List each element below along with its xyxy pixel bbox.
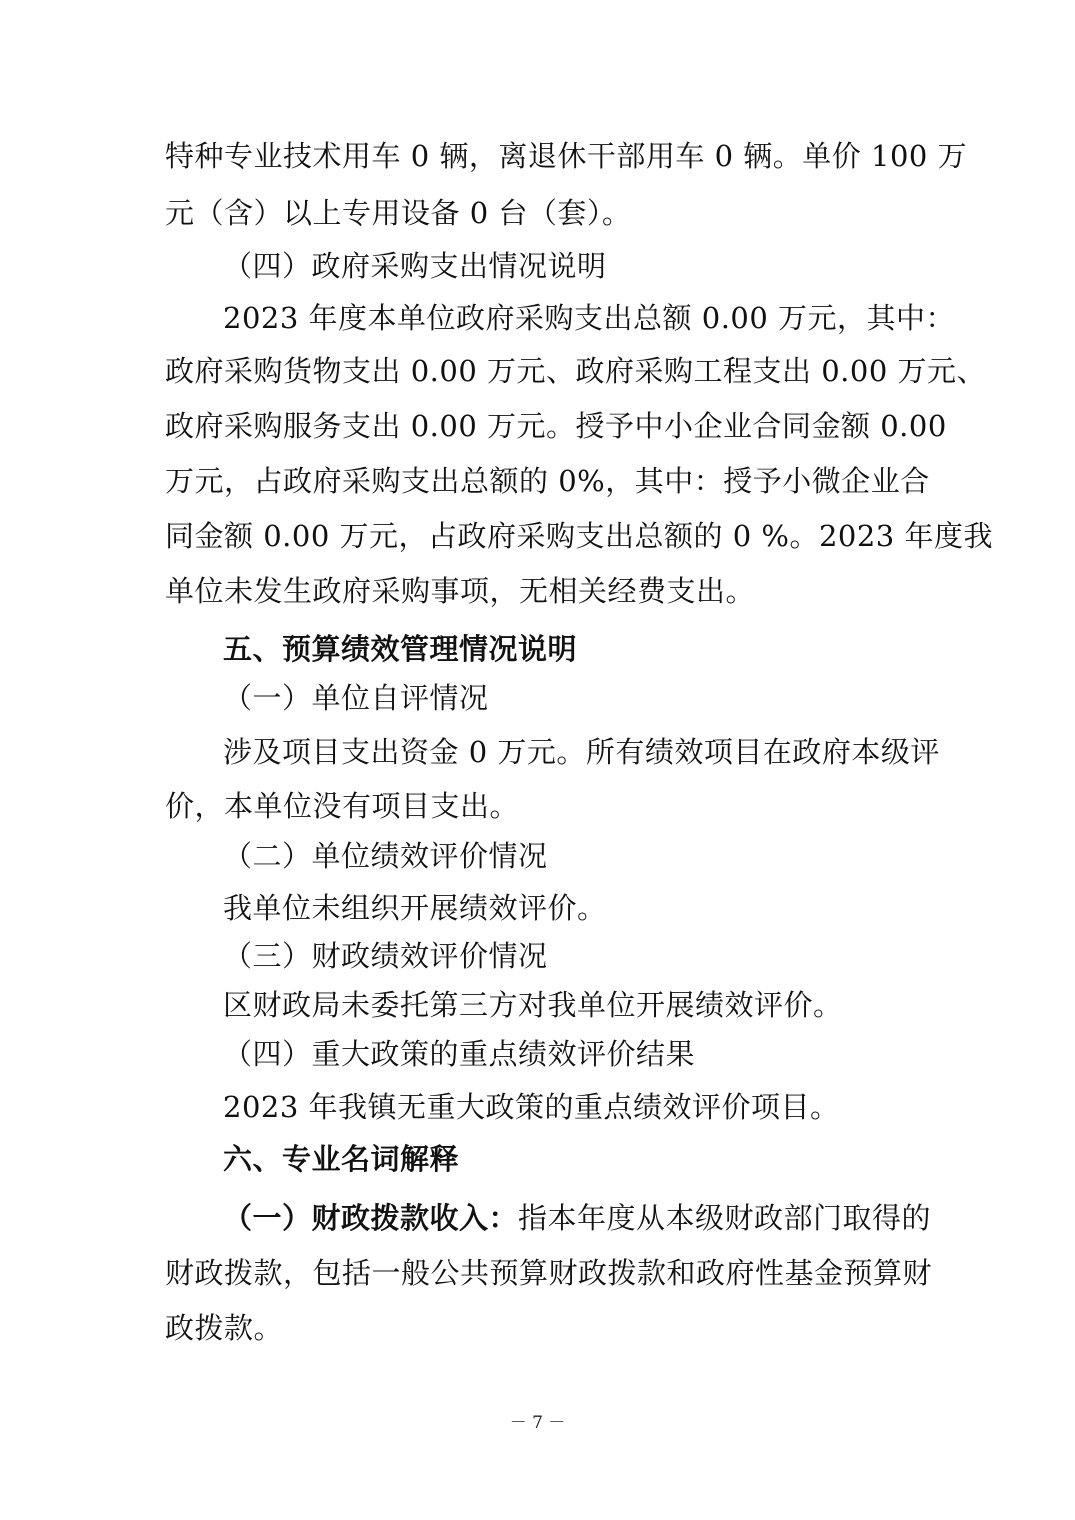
text-line: 财政拨款，包括一般公共预算财政拨款和政府性基金预算财 xyxy=(165,1256,933,1290)
section-heading: 六、专业名词解释 xyxy=(223,1142,460,1176)
section-heading: 五、预算绩效管理情况说明 xyxy=(223,632,578,666)
subsection-heading: （三）财政绩效评价情况 xyxy=(223,939,548,973)
text-line: 万元，占政府采购支出总额的 0%，其中：授予小微企业合 xyxy=(165,464,930,498)
text-line: 特种专业技术用车 0 辆，离退休干部用车 0 辆。单价 100 万 xyxy=(165,139,968,173)
text-line: 单位未发生政府采购事项，无相关经费支出。 xyxy=(165,574,756,608)
text-line: 政府采购服务支出 0.00 万元。授予中小企业合同金额 0.00 xyxy=(165,409,947,443)
text-line: 2023 年度本单位政府采购支出总额 0.00 万元，其中： xyxy=(223,301,956,335)
subsection-heading: （一）单位自评情况 xyxy=(223,681,489,715)
text-line: 区财政局未委托第三方对我单位开展绩效评价。 xyxy=(223,988,843,1022)
text-line: 政府采购货物支出 0.00 万元、政府采购工程支出 0.00 万元、 xyxy=(165,354,987,388)
page-number: － 7 － xyxy=(509,1413,566,1433)
subsection-heading: （四）重大政策的重点绩效评价结果 xyxy=(223,1037,696,1071)
term-label: （一）财政拨款收入： xyxy=(223,1201,519,1235)
definition-text: 指本年度从本级财政部门取得的 xyxy=(518,1201,932,1235)
text-line: 元（含）以上专用设备 0 台（套）。 xyxy=(165,196,632,230)
text-line: 价，本单位没有项目支出。 xyxy=(165,789,520,823)
text-line: 涉及项目支出资金 0 万元。所有绩效项目在政府本级评 xyxy=(223,735,940,769)
definition-line xyxy=(165,1190,932,1246)
text-line: 同金额 0.00 万元，占政府采购支出总额的 0 %。2023 年度我 xyxy=(165,519,993,553)
text-line: 我单位未组织开展绩效评价。 xyxy=(223,891,607,925)
text-line: 2023 年我镇无重大政策的重点绩效评价项目。 xyxy=(223,1090,840,1124)
text-line: 政拨款。 xyxy=(165,1311,284,1345)
subsection-heading: （四）政府采购支出情况说明 xyxy=(223,249,607,283)
subsection-heading: （二）单位绩效评价情况 xyxy=(223,839,548,873)
